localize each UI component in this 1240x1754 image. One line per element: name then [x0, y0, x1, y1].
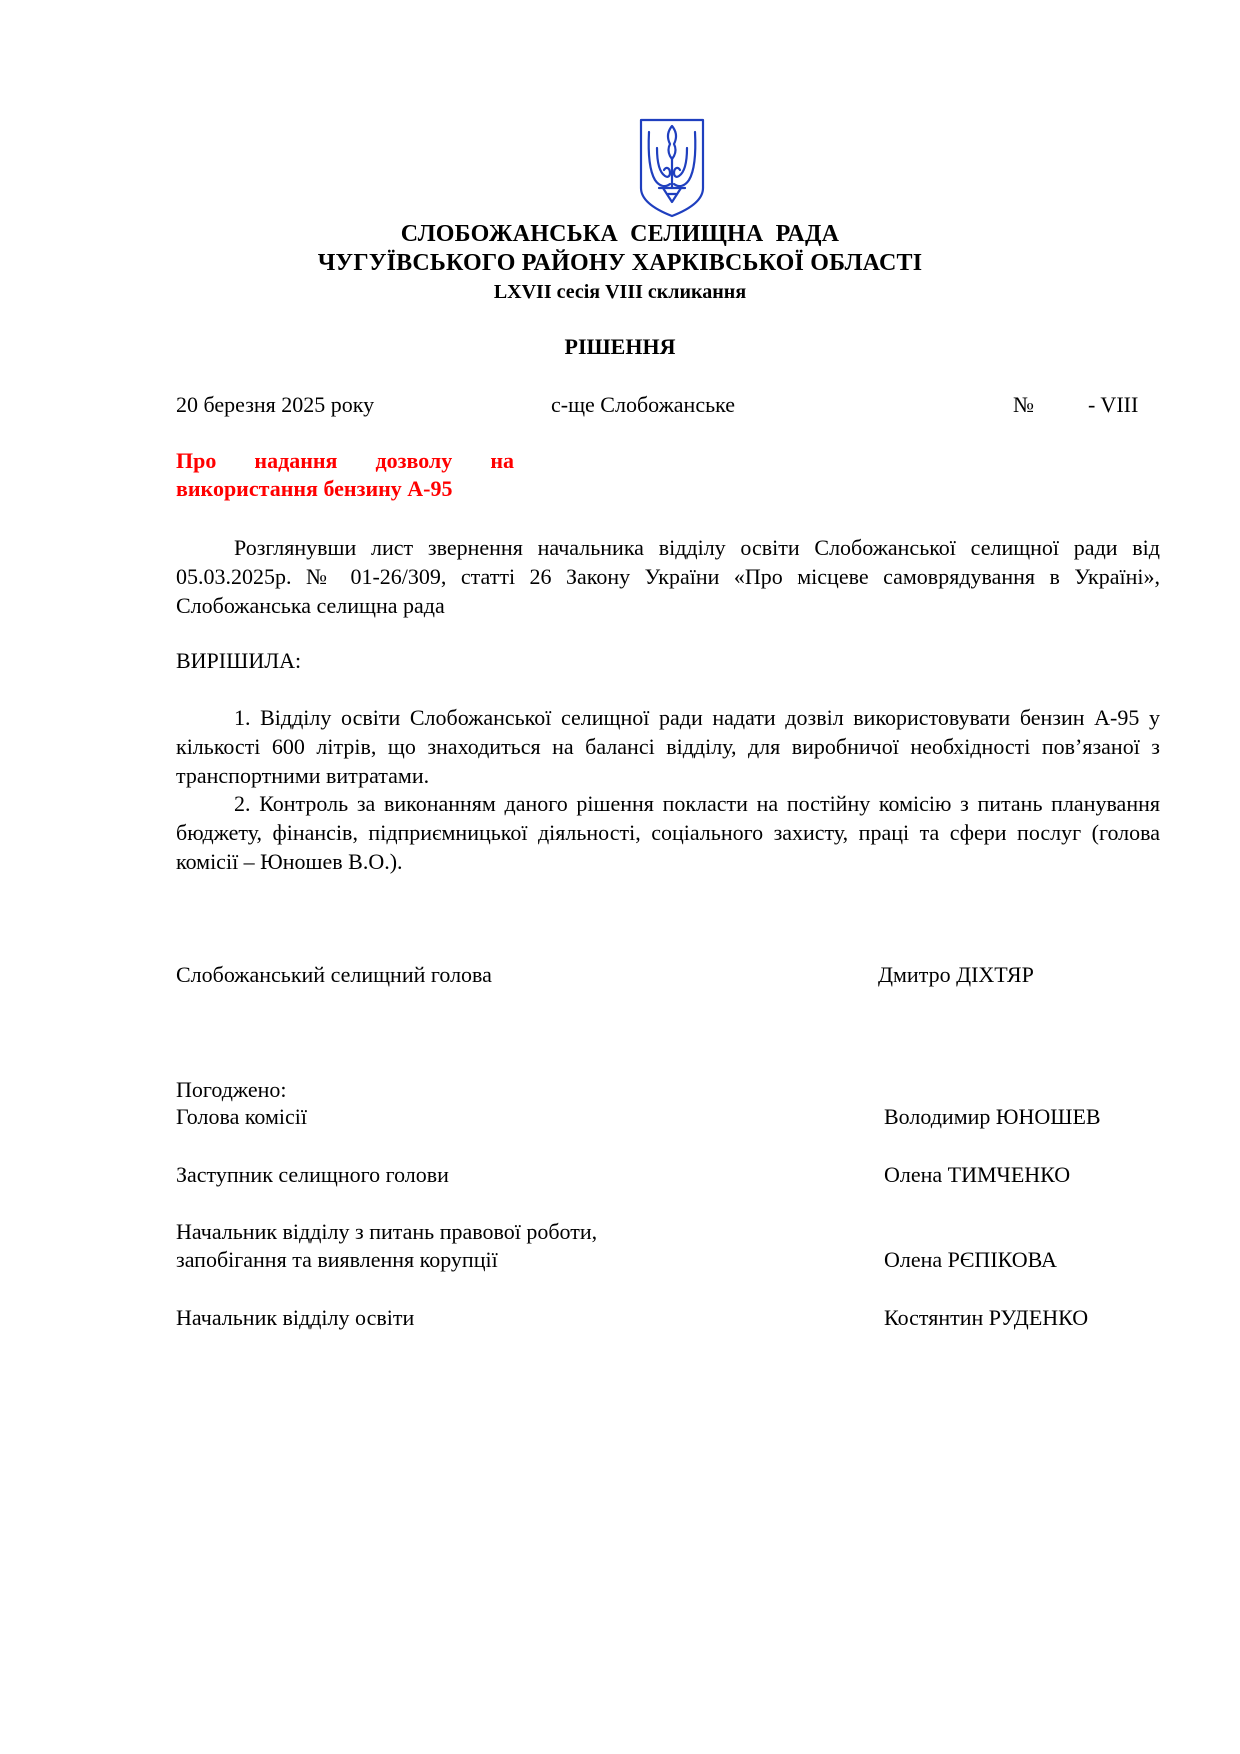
decision-number-label: № — [1013, 392, 1034, 417]
approvals-label: Погоджено: — [176, 1077, 287, 1102]
approval-name: Володимир ЮНОШЕВ — [884, 1104, 1101, 1129]
intro-paragraph: Розглянувши лист звернення начальника відділу освіти Слобожанської селищної ради від 05.03.2025р. № 01-26/309, статті 26 Закону України «Про місцеве самоврядування в Україні», Слобожанська селищна рада — [176, 535, 1160, 618]
approval-title: Начальник відділу освіти — [176, 1305, 415, 1330]
approval-name: Костянтин РУДЕНКО — [884, 1305, 1089, 1330]
decision-date: 20 березня 2025 року — [176, 392, 375, 417]
organization-name-line1: СЛОБОЖАНСЬКА СЕЛИЩНА РАДА — [400, 221, 840, 247]
decision-item-2: 2. Контроль за виконанням даного рішення покласти на постійну комісію з питань планування бюджету, фінансів, підприємницької діяльності, соціального захисту, праці та сфери послуг (голова комісії – Юношев В.О.). — [176, 791, 1160, 874]
approval-name: Олена РЄПІКОВА — [884, 1247, 1057, 1272]
decision-number-suffix: - VIII — [1088, 392, 1139, 417]
decision-subject-line1: Про надання дозволу на — [176, 448, 514, 473]
decision-subject-line2: використання бензину А-95 — [176, 476, 453, 501]
approval-name: Олена ТИМЧЕНКО — [884, 1162, 1071, 1187]
approval-title: Заступник селищного голови — [176, 1162, 449, 1187]
approval-title-line2: запобігання та виявлення корупції — [176, 1247, 498, 1272]
organization-name-line2: ЧУГУЇВСЬКОГО РАЙОНУ ХАРКІВСЬКОЇ ОБЛАСТІ — [317, 250, 923, 276]
signature-name: Дмитро ДІХТЯР — [878, 962, 1034, 987]
document-type-title: РІШЕННЯ — [564, 334, 676, 359]
session-line: LXVII сесія VIII скликання — [493, 281, 747, 303]
coat-of-arms-of-ukraine-icon — [637, 118, 707, 218]
decision-place: с-ще Слобожанське — [551, 392, 736, 417]
decision-subject — [176, 447, 514, 503]
signature-title: Слобожанський селищний голова — [176, 962, 492, 987]
decision-item-1: 1. Відділу освіти Слобожанської селищної ради надати дозвіл використовувати бензин А-95 у кількості 600 літрів, що знаходиться на балансі відділу, для виробничої необхідності пов’язаної з транспортними витратами. — [176, 705, 1160, 788]
approval-title-line1: Начальник відділу з питань правової роботи, — [176, 1219, 598, 1244]
approval-title: Голова комісії — [176, 1104, 308, 1129]
decided-heading: ВИРІШИЛА: — [176, 648, 302, 673]
